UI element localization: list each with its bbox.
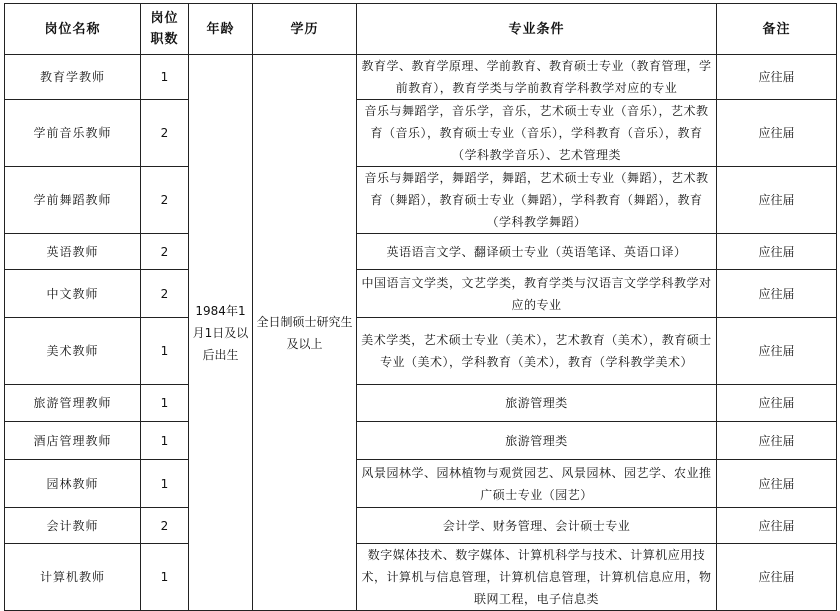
requirements-cell: 音乐与舞蹈学，音乐学，音乐，艺术硕士专业（音乐），艺术教育（音乐），教育硕士专业（音乐），学科教育（音乐），教育（学科教学音乐）、艺术管理类 — [357, 100, 717, 167]
table-row — [5, 234, 837, 270]
remark-cell: 应往届 — [717, 55, 837, 100]
position-cell: 园林教师 — [5, 460, 141, 508]
table-row — [5, 318, 837, 385]
count-cell: 1 — [141, 460, 189, 508]
position-cell: 会计教师 — [5, 508, 141, 544]
table-row — [5, 167, 837, 234]
position-cell: 旅游管理教师 — [5, 385, 141, 422]
recruitment-table — [4, 3, 837, 611]
header-age: 年龄 — [189, 4, 253, 55]
position-cell: 酒店管理教师 — [5, 422, 141, 460]
position-cell: 计算机教师 — [5, 544, 141, 611]
header-position: 岗位名称 — [5, 4, 141, 55]
table-row — [5, 55, 837, 100]
table-row — [5, 422, 837, 460]
position-cell: 学前舞蹈教师 — [5, 167, 141, 234]
requirements-cell: 美术学类，艺术硕士专业（美术），艺术教育（美术），教育硕士专业（美术），学科教育（美术），教育（学科教学美术） — [357, 318, 717, 385]
remark-cell: 应往届 — [717, 167, 837, 234]
position-cell: 中文教师 — [5, 270, 141, 318]
remark-cell: 应往届 — [717, 422, 837, 460]
table-row — [5, 270, 837, 318]
position-cell: 美术教师 — [5, 318, 141, 385]
requirements-cell: 数字媒体技术、数字媒体、计算机科学与技术、计算机应用技术，计算机与信息管理，计算机信息管理，计算机信息应用，物联网工程，电子信息类 — [357, 544, 717, 611]
header-row — [5, 4, 837, 55]
table-row — [5, 385, 837, 422]
requirements-cell: 会计学、财务管理、会计硕士专业 — [357, 508, 717, 544]
count-cell: 1 — [141, 385, 189, 422]
education-cell: 全日制硕士研究生及以上 — [253, 55, 357, 611]
count-cell: 1 — [141, 544, 189, 611]
remark-cell: 应往届 — [717, 508, 837, 544]
requirements-cell: 中国语言文学类，文艺学类，教育学类与汉语言文学学科教学对应的专业 — [357, 270, 717, 318]
table-row — [5, 460, 837, 508]
header-remark: 备注 — [717, 4, 837, 55]
position-cell: 英语教师 — [5, 234, 141, 270]
requirements-cell: 英语语言文学、翻译硕士专业（英语笔译、英语口译） — [357, 234, 717, 270]
requirements-cell: 旅游管理类 — [357, 385, 717, 422]
remark-cell: 应往届 — [717, 270, 837, 318]
remark-cell: 应往届 — [717, 100, 837, 167]
requirements-cell: 旅游管理类 — [357, 422, 717, 460]
position-cell: 学前音乐教师 — [5, 100, 141, 167]
requirements-cell: 风景园林学、园林植物与观赏园艺、风景园林、园艺学、农业推广硕士专业（园艺） — [357, 460, 717, 508]
remark-cell: 应往届 — [717, 318, 837, 385]
count-cell: 2 — [141, 508, 189, 544]
requirements-cell: 音乐与舞蹈学，舞蹈学，舞蹈，艺术硕士专业（舞蹈），艺术教育（舞蹈），教育硕士专业（舞蹈），学科教育（舞蹈），教育（学科教学舞蹈） — [357, 167, 717, 234]
table-row — [5, 544, 837, 611]
header-requirements: 专业条件 — [357, 4, 717, 55]
requirements-cell: 教育学、教育学原理、学前教育、教育硕士专业（教育管理，学前教育），教育学类与学前教育学科教学对应的专业 — [357, 55, 717, 100]
count-cell: 1 — [141, 55, 189, 100]
remark-cell: 应往届 — [717, 385, 837, 422]
remark-cell: 应往届 — [717, 234, 837, 270]
table-row — [5, 100, 837, 167]
age-cell: 1984年1月1日及以后出生 — [189, 55, 253, 611]
count-cell: 2 — [141, 234, 189, 270]
count-cell: 1 — [141, 318, 189, 385]
count-cell: 1 — [141, 422, 189, 460]
table-row — [5, 508, 837, 544]
count-cell: 2 — [141, 270, 189, 318]
position-cell: 教育学教师 — [5, 55, 141, 100]
header-count: 岗位职数 — [141, 4, 189, 55]
count-cell: 2 — [141, 100, 189, 167]
remark-cell: 应往届 — [717, 460, 837, 508]
remark-cell: 应往届 — [717, 544, 837, 611]
header-education: 学历 — [253, 4, 357, 55]
count-cell: 2 — [141, 167, 189, 234]
